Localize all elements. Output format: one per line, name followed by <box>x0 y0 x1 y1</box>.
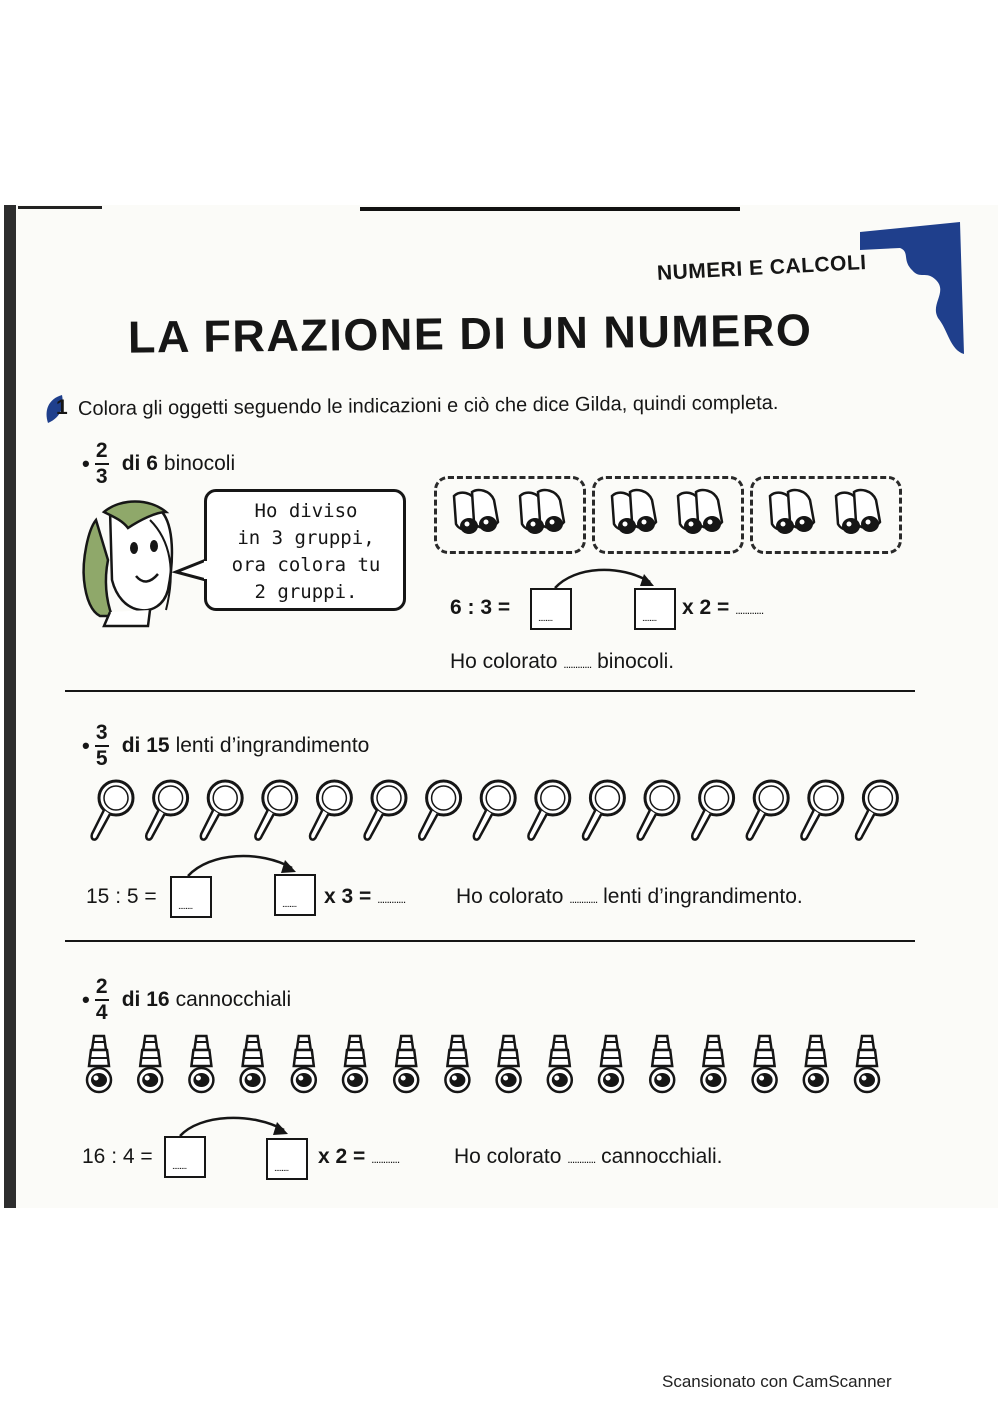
item3-calc-left: 16 : 4 = <box>82 1145 153 1168</box>
item3-quantity: di 16 <box>121 988 170 1011</box>
item1-blank-2[interactable]: ............ <box>563 657 592 671</box>
item3-numerator: 2 <box>95 975 108 998</box>
scanner-credit: Scansionato con CamScanner <box>662 1372 892 1391</box>
exercise-number: 1 <box>56 396 68 419</box>
item3-answer-box-2[interactable] <box>266 1138 308 1180</box>
item2-blank-1[interactable]: ............ <box>377 892 406 906</box>
item1-denominator: 3 <box>95 465 108 488</box>
item3-object: cannocchiali <box>175 988 292 1011</box>
item3-calc-right: x 2 = ............ <box>318 1145 400 1168</box>
speech-line: Ho diviso <box>254 500 358 522</box>
item3-denominator: 4 <box>95 1001 108 1024</box>
item2-calc-right: x 3 = ............ <box>324 885 406 908</box>
item3-result-prefix: Ho colorato <box>454 1145 562 1168</box>
item1-blank-1[interactable]: ............ <box>735 603 764 617</box>
bullet: • <box>82 987 90 1012</box>
item2-blank-2[interactable]: ............ <box>569 892 598 906</box>
item1-result-prefix: Ho colorato <box>450 650 558 673</box>
item2-calc-left: 15 : 5 = <box>86 885 157 908</box>
speech-line: 2 gruppi. <box>254 581 358 603</box>
item2-quantity: di 15 <box>121 734 170 757</box>
item3-blank-2[interactable]: ............ <box>567 1152 596 1166</box>
item2-result-prefix: Ho colorato <box>456 885 564 908</box>
speech-line: ora colora tu <box>231 554 381 576</box>
item1-object: binocoli <box>163 452 236 475</box>
item3-result-suffix: cannocchiali. <box>601 1145 723 1168</box>
item2-numerator: 3 <box>95 721 108 744</box>
item2-denominator: 5 <box>95 747 108 770</box>
exercise-instruction: Colora gli oggetti seguendo le indicazioni e ciò che dice Gilda, quindi completa. <box>77 391 779 421</box>
item2-object: lenti d’ingrandimento <box>175 734 370 757</box>
page-title: LA FRAZIONE DI UN NUMERO <box>127 304 813 363</box>
item2-result-suffix: lenti d’ingrandimento. <box>603 885 803 908</box>
item1-calc-left: 6 : 3 = <box>450 596 511 619</box>
bullet: • <box>82 451 90 476</box>
item3-blank-1[interactable]: ............ <box>371 1152 400 1166</box>
section-tag: NUMERI E CALCOLI <box>656 251 868 285</box>
item1-result-suffix: binocoli. <box>597 650 675 673</box>
speech-line: in 3 gruppi, <box>237 527 375 549</box>
item1-numerator: 2 <box>95 439 108 462</box>
bullet: • <box>82 733 90 758</box>
item1-quantity: di 6 <box>121 452 158 475</box>
item1-calc-right: x 2 = ............ <box>682 596 764 619</box>
item3-result <box>454 1145 723 1169</box>
